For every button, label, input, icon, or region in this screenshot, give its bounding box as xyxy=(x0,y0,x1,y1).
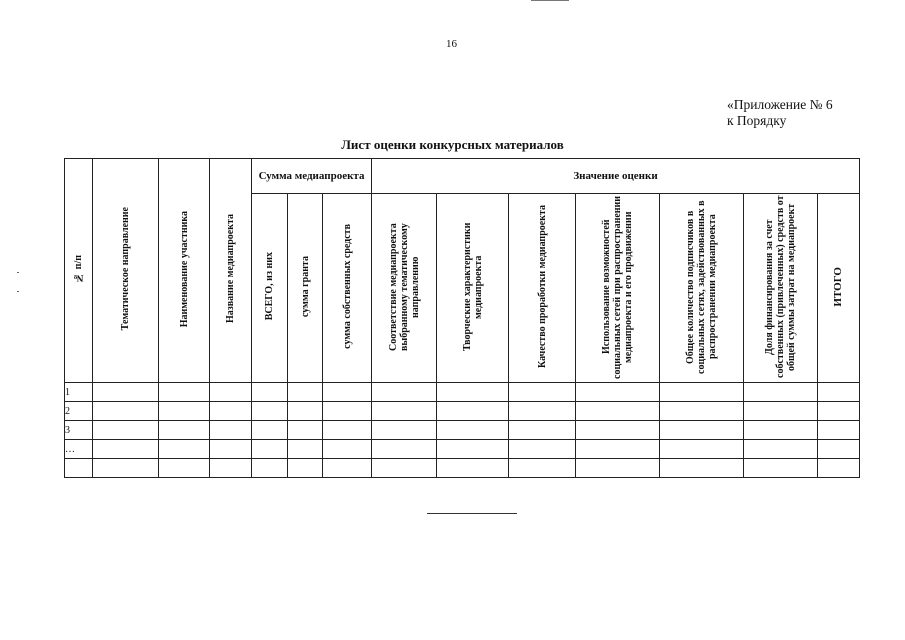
header-cell-score-1 xyxy=(372,194,437,383)
header-participant: Наименование участника xyxy=(178,210,190,328)
header-cell-score-2 xyxy=(437,194,509,383)
row-number: 3 xyxy=(65,421,93,440)
evaluation-table xyxy=(64,158,860,478)
header-score-3: Качество проработки медиапроекта xyxy=(536,204,548,369)
header-cell-score-6 xyxy=(744,194,818,383)
appendix-line-2: к Порядку xyxy=(727,113,787,128)
header-sum-total: ВСЕГО, из них xyxy=(264,252,275,321)
header-cell-project xyxy=(210,159,252,383)
scan-speck xyxy=(17,272,19,273)
header-score-total: ИТОГО xyxy=(832,266,845,307)
top-edge-line xyxy=(531,0,569,1)
sheet-title: Лист оценки конкурсных материалов xyxy=(341,137,564,152)
header-row-1 xyxy=(65,159,860,194)
table-row xyxy=(65,383,860,402)
header-sum-grant: сумма гранта xyxy=(299,255,311,318)
header-cell-sum-own xyxy=(323,194,372,383)
appendix-reference xyxy=(727,97,833,129)
scan-speck xyxy=(17,291,19,292)
row-number: 2 xyxy=(65,402,93,421)
row-number: … xyxy=(65,440,93,459)
header-cell-sum-total xyxy=(252,194,288,383)
header-score-6: Доля финансирования за счет собственных (привлеченных) средств от общей суммы затрат на медиапроект xyxy=(764,195,798,378)
row-number: 1 xyxy=(65,383,93,402)
header-theme: Тематическое направление xyxy=(120,207,131,331)
footnote-separator-line xyxy=(427,513,517,514)
header-cell-theme xyxy=(93,159,159,383)
header-cell-score-5 xyxy=(660,194,744,383)
header-score-1: Соответствие медиапроекта выбранному тематическому направлению xyxy=(387,222,421,351)
header-score-group: Значение оценки xyxy=(372,159,860,194)
header-cell-participant xyxy=(159,159,210,383)
table-row xyxy=(65,421,860,440)
row-number xyxy=(65,459,93,478)
header-cell-score-3 xyxy=(509,194,576,383)
header-number: № п/п xyxy=(73,255,84,283)
header-score-2: Творческие характеристики медиапроекта xyxy=(461,222,484,351)
table-row xyxy=(65,402,860,421)
header-sum-own: сумма собственных средств xyxy=(341,224,353,349)
header-sum-group: Сумма медиапроекта xyxy=(252,159,372,194)
table-row xyxy=(65,459,860,478)
page-number: 16 xyxy=(446,38,457,50)
header-score-4: Использование возможностей социальных сетей при распространении медиапроекта и его продвижении xyxy=(601,194,635,379)
header-cell-number xyxy=(65,159,93,383)
header-score-5: Общее количество подписчиков в социальных сетях, задействованных в распространении медиапроекта xyxy=(685,199,719,374)
header-cell-sum-grant xyxy=(288,194,323,383)
header-cell-score-total xyxy=(818,194,860,383)
table-row xyxy=(65,440,860,459)
header-cell-score-4 xyxy=(576,194,660,383)
appendix-line-1: «Приложение № 6 xyxy=(727,97,833,112)
header-project: Название медиапроекта xyxy=(225,214,236,324)
